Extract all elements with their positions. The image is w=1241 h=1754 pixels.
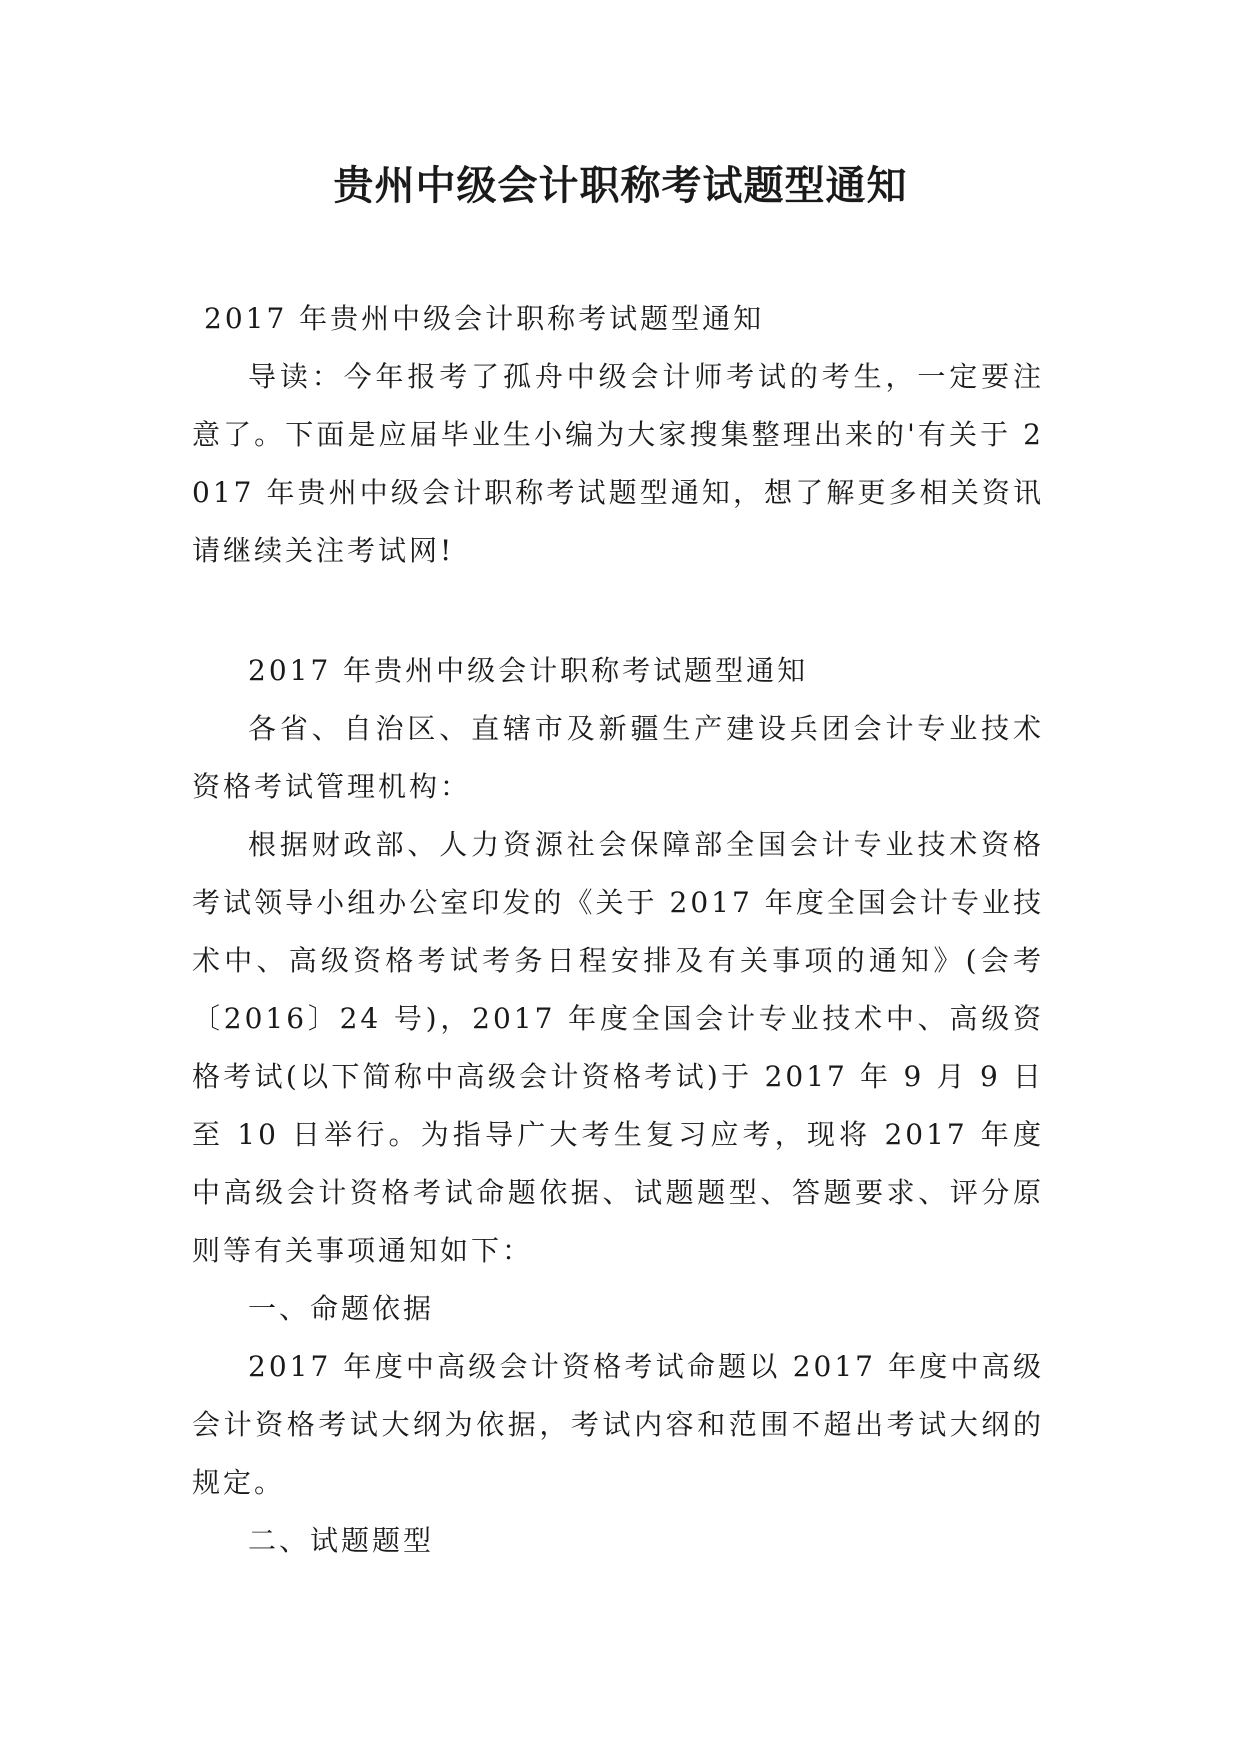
addressee-paragraph: 各省、自治区、直辖市及新疆生产建设兵团会计专业技术资格考试管理机构：: [192, 712, 1044, 803]
main-notice-paragraph: 根据财政部、人力资源社会保障部全国会计专业技术资格考试领导小组办公室印发的《关于 2017 年度全国会计专业技术中、高级资格考试考务日程安排及有关事项的通知》(会考〔2016〕24 号)，2017 年度全国会计专业技术中、高级资格考试(以下简称中高级会计资格考试)于 2017 年 9 月 9 日至 10 日举行。为指导广大考生复习应考，现将 2017 年度中高级会计资格考试命题依据、试题题型、答题要求、评分原则等有关事项通知如下：: [192, 828, 1044, 1267]
section-heading-basis: 一、命题依据: [248, 1292, 435, 1325]
notice-heading-paragraph: 2017 年贵州中级会计职称考试题型通知: [248, 654, 809, 687]
basis-paragraph: 2017 年度中高级会计资格考试命题以 2017 年度中高级会计资格考试大纲为依据，考试内容和范围不超出考试大纲的规定。: [192, 1350, 1044, 1499]
paragraph-spacer: [192, 580, 1044, 642]
section-heading-question-types: 二、试题题型: [248, 1524, 435, 1557]
intro-paragraph: 导读：今年报考了孤舟中级会计师考试的考生，一定要注意了。下面是应届毕业生小编为大家搜集整理出来的'有关于 2017 年贵州中级会计职称考试题型通知，想了解更多相关资讯请继续关注考试网!: [192, 360, 1044, 567]
document-title: 贵州中级会计职称考试题型通知: [333, 163, 908, 209]
document-body: [192, 290, 1044, 1570]
subtitle-paragraph: 2017 年贵州中级会计职称考试题型通知: [204, 302, 765, 335]
